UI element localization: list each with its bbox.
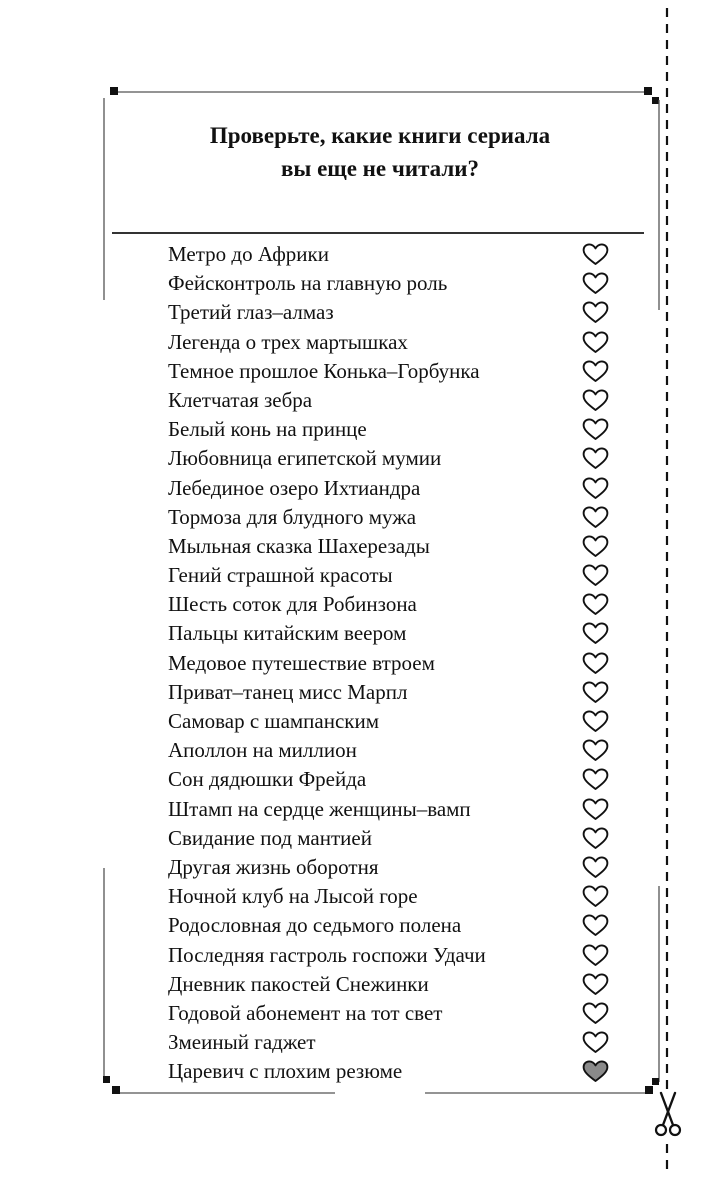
book-title: Фейсконтроль на главную роль bbox=[168, 271, 448, 296]
book-title: Клетчатая зебра bbox=[168, 387, 313, 412]
book-title: Змеиный гаджет bbox=[168, 1030, 316, 1055]
book-item bbox=[168, 824, 618, 853]
book-title: Любовница египетской мумии bbox=[168, 446, 442, 471]
book-item bbox=[168, 765, 618, 794]
book-title: Приват–танец мисс Марпл bbox=[168, 679, 408, 704]
heart-outline-icon[interactable] bbox=[582, 389, 609, 412]
book-item bbox=[168, 882, 618, 911]
book-item bbox=[168, 357, 618, 386]
book-title: Ночной клуб на Лысой горе bbox=[168, 884, 418, 909]
book-item bbox=[168, 1028, 618, 1057]
book-item bbox=[168, 649, 618, 678]
heart-outline-icon[interactable] bbox=[582, 856, 609, 879]
book-title: Темное прошлое Конька–Горбунка bbox=[168, 358, 480, 383]
book-title: Свидание под мантией bbox=[168, 825, 372, 850]
book-title: Гений страшной красоты bbox=[168, 563, 393, 588]
heart-outline-icon[interactable] bbox=[582, 506, 609, 529]
book-item bbox=[168, 240, 618, 269]
book-item bbox=[168, 619, 618, 648]
book-item bbox=[168, 444, 618, 473]
book-title: Годовой абонемент на тот свет bbox=[168, 1000, 443, 1025]
heart-outline-icon[interactable] bbox=[582, 710, 609, 733]
book-title: Пальцы китайским веером bbox=[168, 621, 407, 646]
book-item bbox=[168, 853, 618, 882]
book-item bbox=[168, 590, 618, 619]
book-title: Мыльная сказка Шахерезады bbox=[168, 533, 430, 558]
corner-marker-bottom-left-2 bbox=[112, 1086, 120, 1094]
heart-outline-icon[interactable] bbox=[582, 272, 609, 295]
corner-marker-top-right-2 bbox=[652, 97, 659, 104]
book-item bbox=[168, 911, 618, 940]
book-item bbox=[168, 970, 618, 999]
book-item bbox=[168, 736, 618, 765]
heart-outline-icon[interactable] bbox=[582, 1031, 609, 1054]
book-item bbox=[168, 561, 618, 590]
heart-outline-icon[interactable] bbox=[582, 914, 609, 937]
book-item bbox=[168, 795, 618, 824]
book-item bbox=[168, 474, 618, 503]
heart-outline-icon[interactable] bbox=[582, 477, 609, 500]
book-item bbox=[168, 298, 618, 327]
book-title: Аполлон на миллион bbox=[168, 738, 357, 763]
book-item bbox=[168, 328, 618, 357]
book-item bbox=[168, 1057, 618, 1086]
heart-outline-icon[interactable] bbox=[582, 739, 609, 762]
book-title: Царевич с плохим резюме bbox=[168, 1059, 403, 1084]
scissors-icon bbox=[652, 1091, 684, 1139]
heart-outline-icon[interactable] bbox=[582, 798, 609, 821]
book-title: Тормоза для блудного мужа bbox=[168, 504, 417, 529]
heart-outline-icon[interactable] bbox=[582, 622, 609, 645]
book-item bbox=[168, 707, 618, 736]
heart-outline-icon[interactable] bbox=[582, 301, 609, 324]
heart-outline-icon[interactable] bbox=[582, 243, 609, 266]
book-title: Последняя гастроль госпожи Удачи bbox=[168, 942, 486, 967]
page-title-line-1: Проверьте, какие книги сериала bbox=[209, 123, 551, 148]
book-item bbox=[168, 941, 618, 970]
book-title: Самовар с шампанским bbox=[168, 709, 380, 733]
page-title-line-2: вы еще не читали? bbox=[280, 156, 480, 181]
heart-outline-icon[interactable] bbox=[582, 418, 609, 441]
corner-marker-top-left bbox=[110, 87, 118, 95]
heart-outline-icon[interactable] bbox=[582, 652, 609, 675]
heart-outline-icon[interactable] bbox=[582, 885, 609, 908]
heart-outline-icon[interactable] bbox=[582, 973, 609, 996]
heart-outline-icon[interactable] bbox=[582, 1002, 609, 1025]
heart-outline-icon[interactable] bbox=[582, 564, 609, 587]
book-title: Третий глаз–алмаз bbox=[168, 300, 334, 325]
book-item bbox=[168, 999, 618, 1028]
book-item bbox=[168, 532, 618, 561]
book-title: Метро до Африки bbox=[168, 242, 329, 266]
heart-outline-icon[interactable] bbox=[582, 535, 609, 558]
heart-outline-icon[interactable] bbox=[582, 331, 609, 354]
book-title: Другая жизнь оборотня bbox=[168, 854, 379, 879]
book-checklist bbox=[168, 240, 618, 1086]
book-title: Легенда о трех мартышках bbox=[168, 329, 408, 354]
heart-outline-icon[interactable] bbox=[582, 768, 609, 791]
corner-marker-top-right bbox=[644, 87, 652, 95]
book-title: Лебединое озеро Ихтиандра bbox=[168, 475, 421, 500]
corner-marker-bottom-left bbox=[103, 1076, 110, 1083]
book-title: Шесть соток для Робинзона bbox=[168, 592, 417, 617]
book-title: Белый конь на принце bbox=[168, 417, 367, 442]
book-item bbox=[168, 503, 618, 532]
book-title: Медовое путешествие втроем bbox=[168, 650, 435, 675]
book-item bbox=[168, 386, 618, 415]
book-title: Родословная до седьмого полена bbox=[168, 913, 462, 938]
book-item bbox=[168, 269, 618, 298]
heart-outline-icon[interactable] bbox=[582, 944, 609, 967]
heart-filled-icon[interactable] bbox=[582, 1060, 609, 1083]
heart-outline-icon[interactable] bbox=[582, 593, 609, 616]
heart-outline-icon[interactable] bbox=[582, 827, 609, 850]
book-item bbox=[168, 678, 618, 707]
heart-outline-icon[interactable] bbox=[582, 681, 609, 704]
book-item bbox=[168, 415, 618, 444]
heart-outline-icon[interactable] bbox=[582, 447, 609, 470]
book-title: Штамп на сердце женщины–вамп bbox=[168, 796, 471, 821]
book-title: Сон дядюшки Фрейда bbox=[168, 767, 367, 792]
book-title: Дневник пакостей Снежинки bbox=[168, 971, 429, 996]
corner-marker-bottom-right-2 bbox=[652, 1078, 659, 1085]
heart-outline-icon[interactable] bbox=[582, 360, 609, 383]
